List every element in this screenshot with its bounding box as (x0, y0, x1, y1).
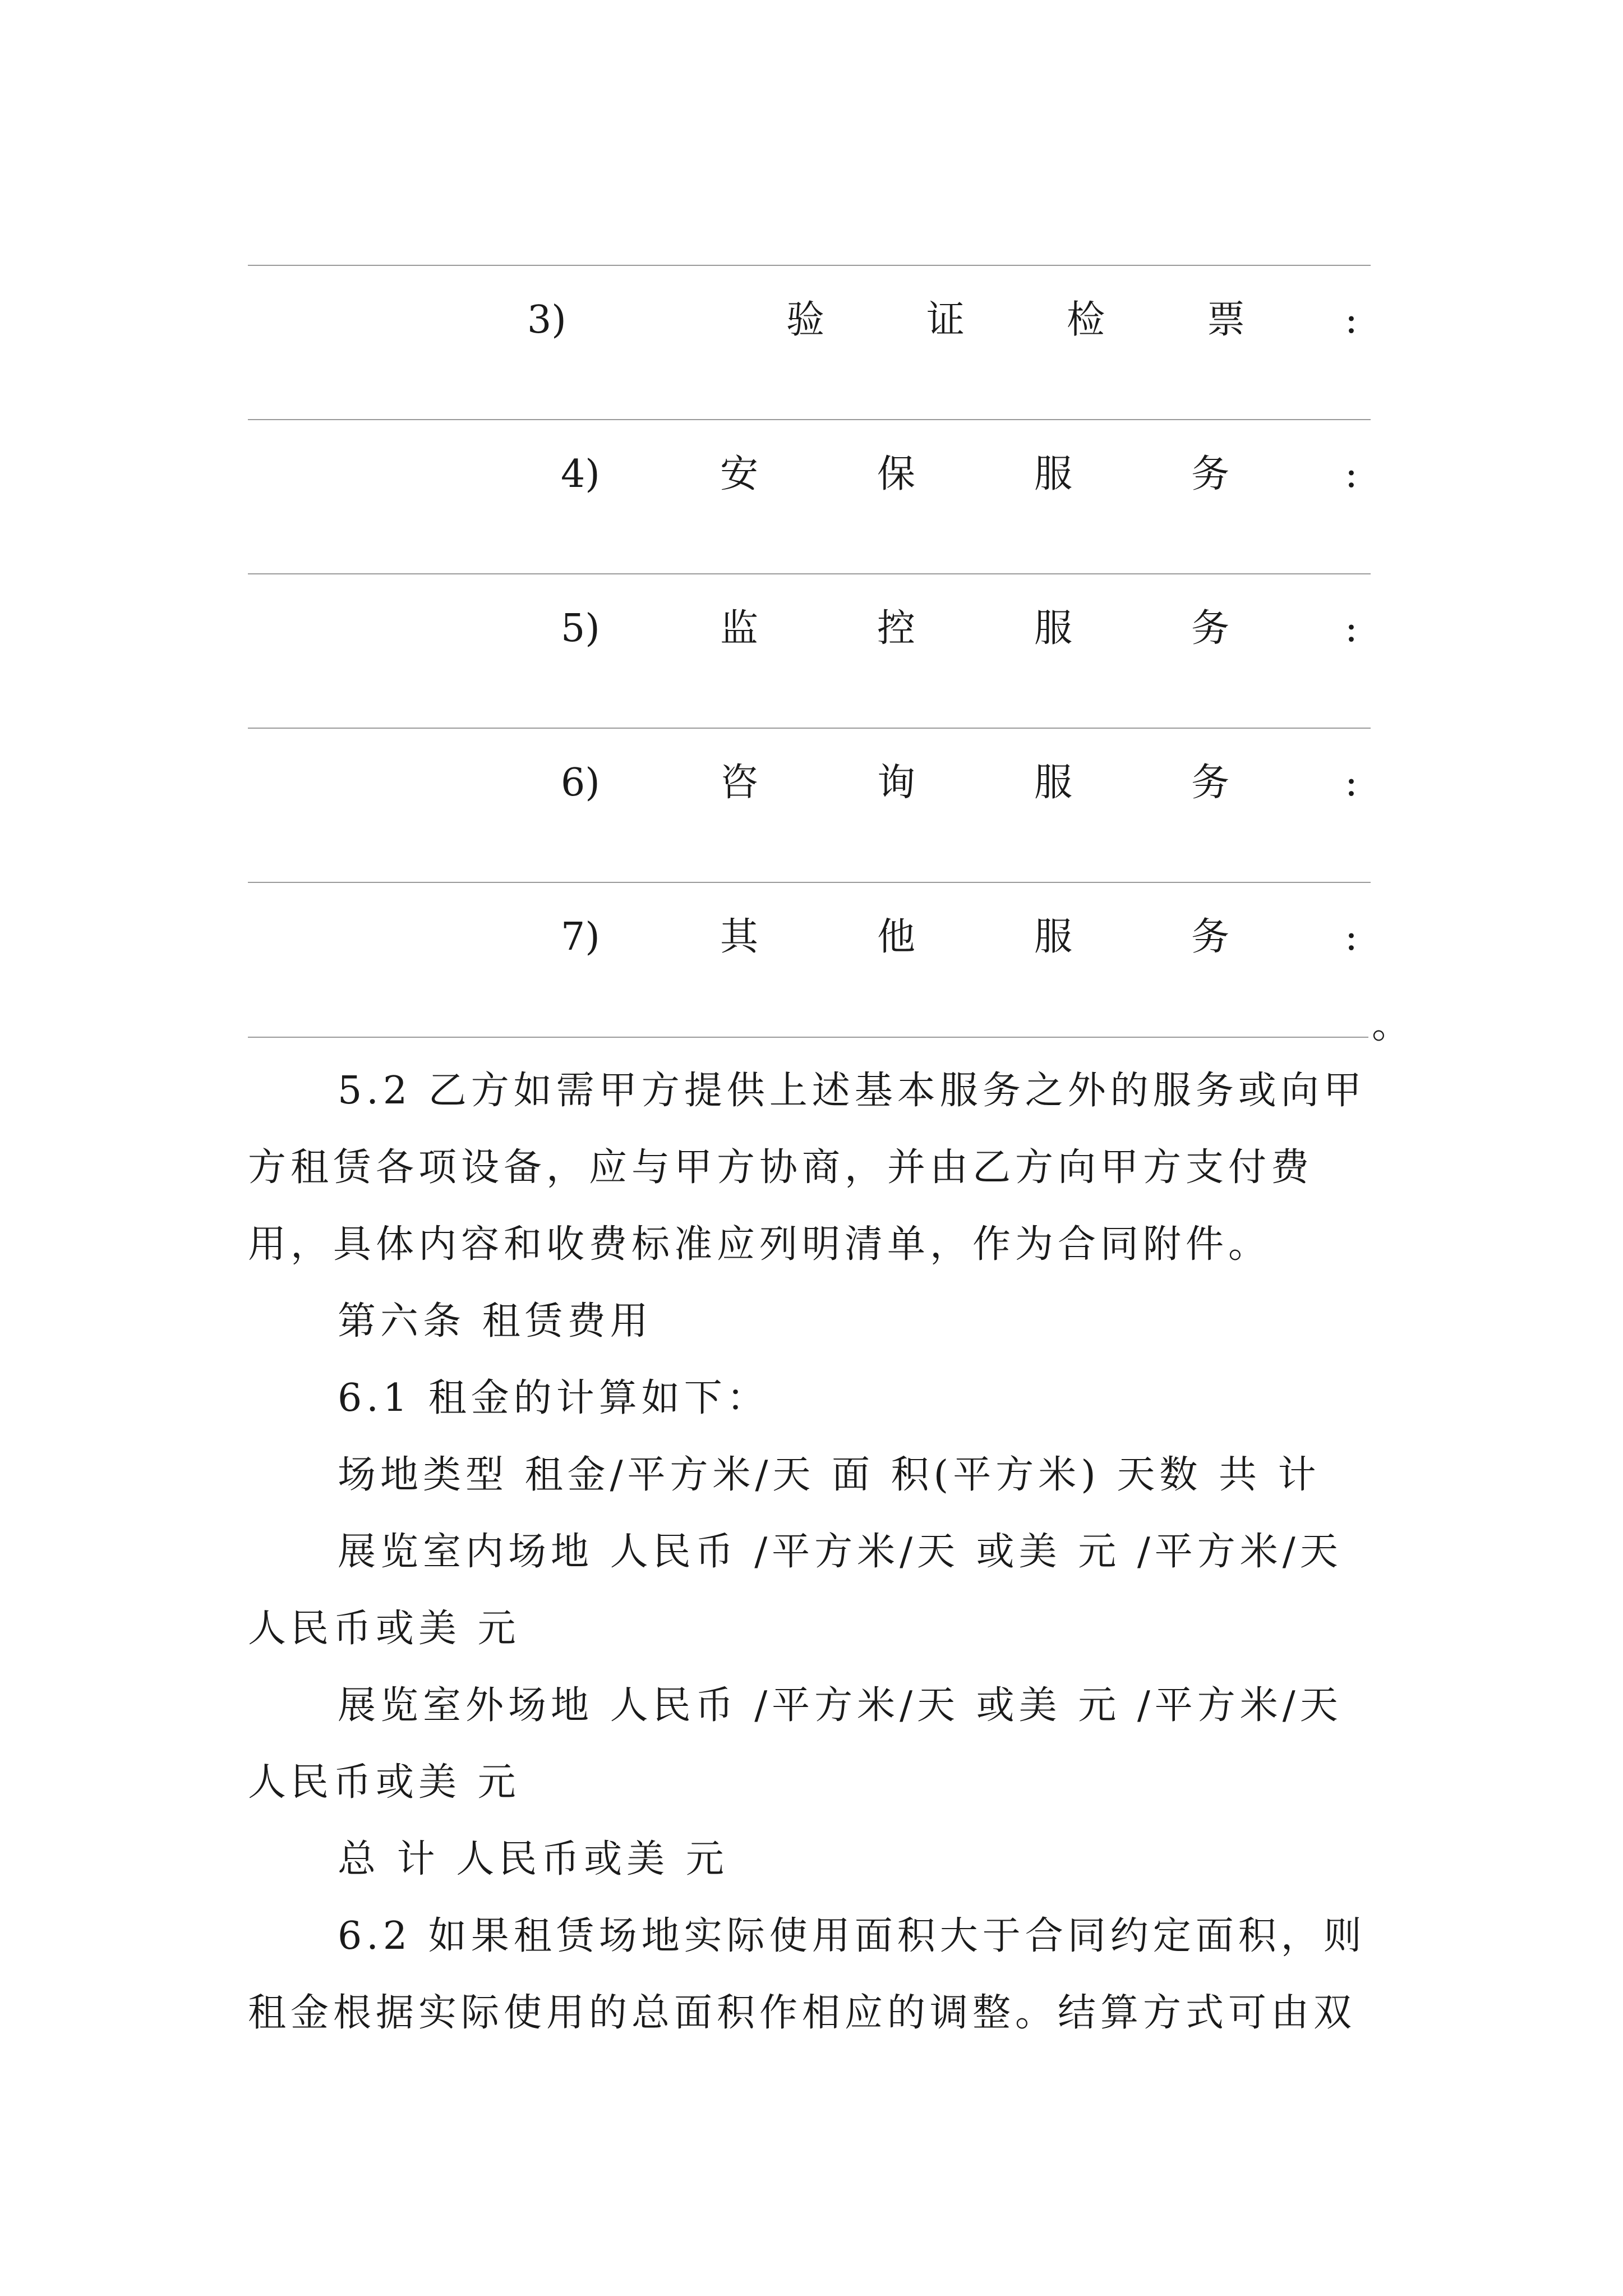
item-char: 务 (1191, 915, 1230, 959)
item-char: 服 (1034, 452, 1073, 496)
rent-row-outdoor: 展览室外场地 人民币 /平方米/天 或美 元 /平方米/天 人民币或美 元 (248, 1683, 1343, 1805)
item-char: 保 (877, 452, 916, 496)
item-char: 票 (1207, 298, 1246, 342)
service-item-3 (0, 292, 1623, 348)
item-char: 务 (1191, 452, 1230, 496)
item-char: 务 (1191, 606, 1230, 651)
item-number: 7) (561, 915, 600, 959)
blank-line (248, 419, 1371, 420)
item-char: 验 (786, 298, 825, 342)
service-item-5 (0, 601, 1623, 657)
section-heading: 第六条 租赁费用 (338, 1299, 653, 1343)
paragraph-6-1: 6.1 租金的计算如下： (338, 1376, 769, 1420)
paragraph-5-2: 5.2 乙方如需甲方提供上述基本服务之外的服务或向甲方租赁各项设备，应与甲方协商，并由乙方向甲方支付费用，具体内容和收费标准应列明清单，作为合同附件。 (248, 1069, 1366, 1267)
rent-total: 总 计 人民币或美 元 (338, 1837, 728, 1881)
body-text (248, 1052, 1392, 2051)
item-number: 6) (561, 761, 600, 805)
paragraph-6-2: 6.2 如果租赁场地实际使用面积大于合同约定面积，则租金根据实际使用的总面积作相应的调整。结算方式可由双 (248, 1914, 1366, 2035)
item-char: 询 (877, 761, 916, 805)
item-colon: : (1345, 761, 1358, 805)
item-char: 他 (877, 915, 916, 959)
service-item-4 (0, 447, 1623, 503)
blank-line (248, 882, 1371, 883)
item-char: 服 (1034, 915, 1073, 959)
item-colon: : (1345, 915, 1358, 959)
blank-line (248, 573, 1371, 574)
item-colon: : (1345, 298, 1358, 342)
service-item-7 (0, 909, 1623, 965)
item-char: 服 (1034, 761, 1073, 805)
rent-row-indoor: 展览室内场地 人民币 /平方米/天 或美 元 /平方米/天 人民币或美 元 (248, 1530, 1343, 1651)
item-char: 其 (720, 915, 759, 959)
item-char: 监 (720, 606, 759, 651)
item-char: 检 (1067, 298, 1105, 342)
blank-line (248, 728, 1371, 729)
item-char: 证 (926, 298, 965, 342)
item-char: 咨 (720, 761, 759, 805)
item-char: 控 (877, 606, 916, 651)
blank-line (248, 265, 1371, 266)
item-colon: : (1345, 606, 1358, 651)
item-number: 4) (561, 452, 600, 496)
item-number: 3) (527, 298, 566, 342)
final-period: 。 (1372, 1003, 1410, 1047)
item-char: 务 (1191, 761, 1230, 805)
item-number: 5) (561, 606, 600, 651)
rent-table-header: 场地类型 租金/平方米/天 面 积(平方米) 天数 共 计 (338, 1453, 1321, 1497)
item-char: 安 (720, 452, 759, 496)
service-item-6 (0, 755, 1623, 811)
blank-line (248, 1037, 1368, 1038)
item-colon: : (1345, 452, 1358, 496)
item-char: 服 (1034, 606, 1073, 651)
